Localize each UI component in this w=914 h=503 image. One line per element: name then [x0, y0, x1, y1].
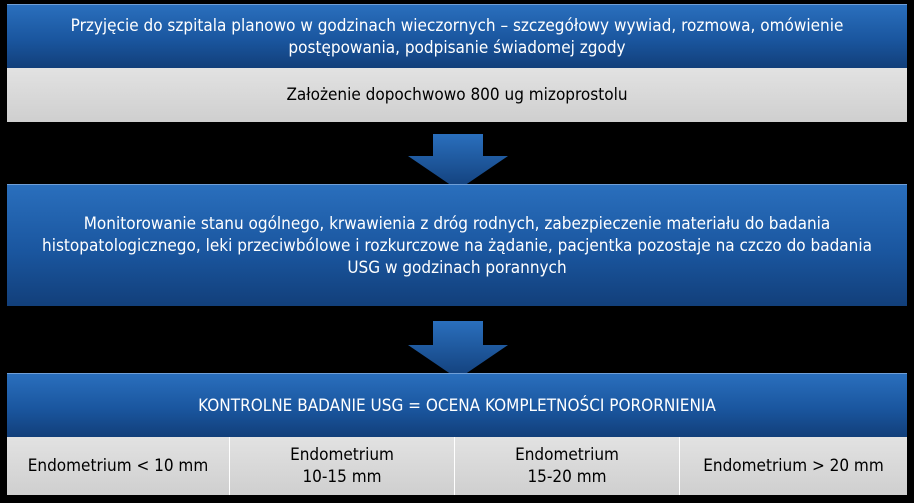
- monitoring-step-box: [7, 184, 907, 306]
- monitoring-step-text: Monitorowanie stanu ogólnego, krwawienia z dróg rodnych, zabezpieczenie materiału do badania histopatologicznego, leki przeciwbólowe i rozkurczowe na żądanie, pacjentka pozostaje na czczo do badania USG w godzinach porannych: [42, 213, 872, 278]
- endometrium-option-cell: [229, 437, 454, 495]
- admission-step-text: Przyjęcie do szpitala planowo w godzinach wieczornych – szczegółowy wywiad, rozmowa, omówienie postępowania, podpisanie świadomej zgody: [70, 15, 844, 58]
- control-ultrasound-text: KONTROLNE BADANIE USG = OCENA KOMPLETNOŚCI PORORNIENIA: [198, 395, 716, 416]
- down-arrow-icon: [408, 321, 508, 379]
- endometrium-option-cell: [679, 437, 907, 495]
- control-ultrasound-box: [7, 373, 907, 437]
- endometrium-option-line: Endometrium > 20 mm: [703, 456, 884, 476]
- down-arrow-icon: [408, 134, 508, 190]
- endometrium-option-range: 15-20 mm: [527, 467, 607, 487]
- endometrium-option-line: Endometrium: [515, 445, 619, 465]
- misoprostol-step-box: [7, 68, 907, 122]
- admission-step-box: [7, 4, 907, 68]
- endometrium-option-range: 10-15 mm: [302, 467, 382, 487]
- misoprostol-step-text: Założenie dopochwowo 800 ug mizoprostolu: [286, 85, 628, 105]
- endometrium-option-cell: [454, 437, 679, 495]
- endometrium-option-line: Endometrium: [290, 445, 394, 465]
- endometrium-option-line: Endometrium < 10 mm: [27, 456, 209, 476]
- endometrium-option-cell: [7, 437, 229, 495]
